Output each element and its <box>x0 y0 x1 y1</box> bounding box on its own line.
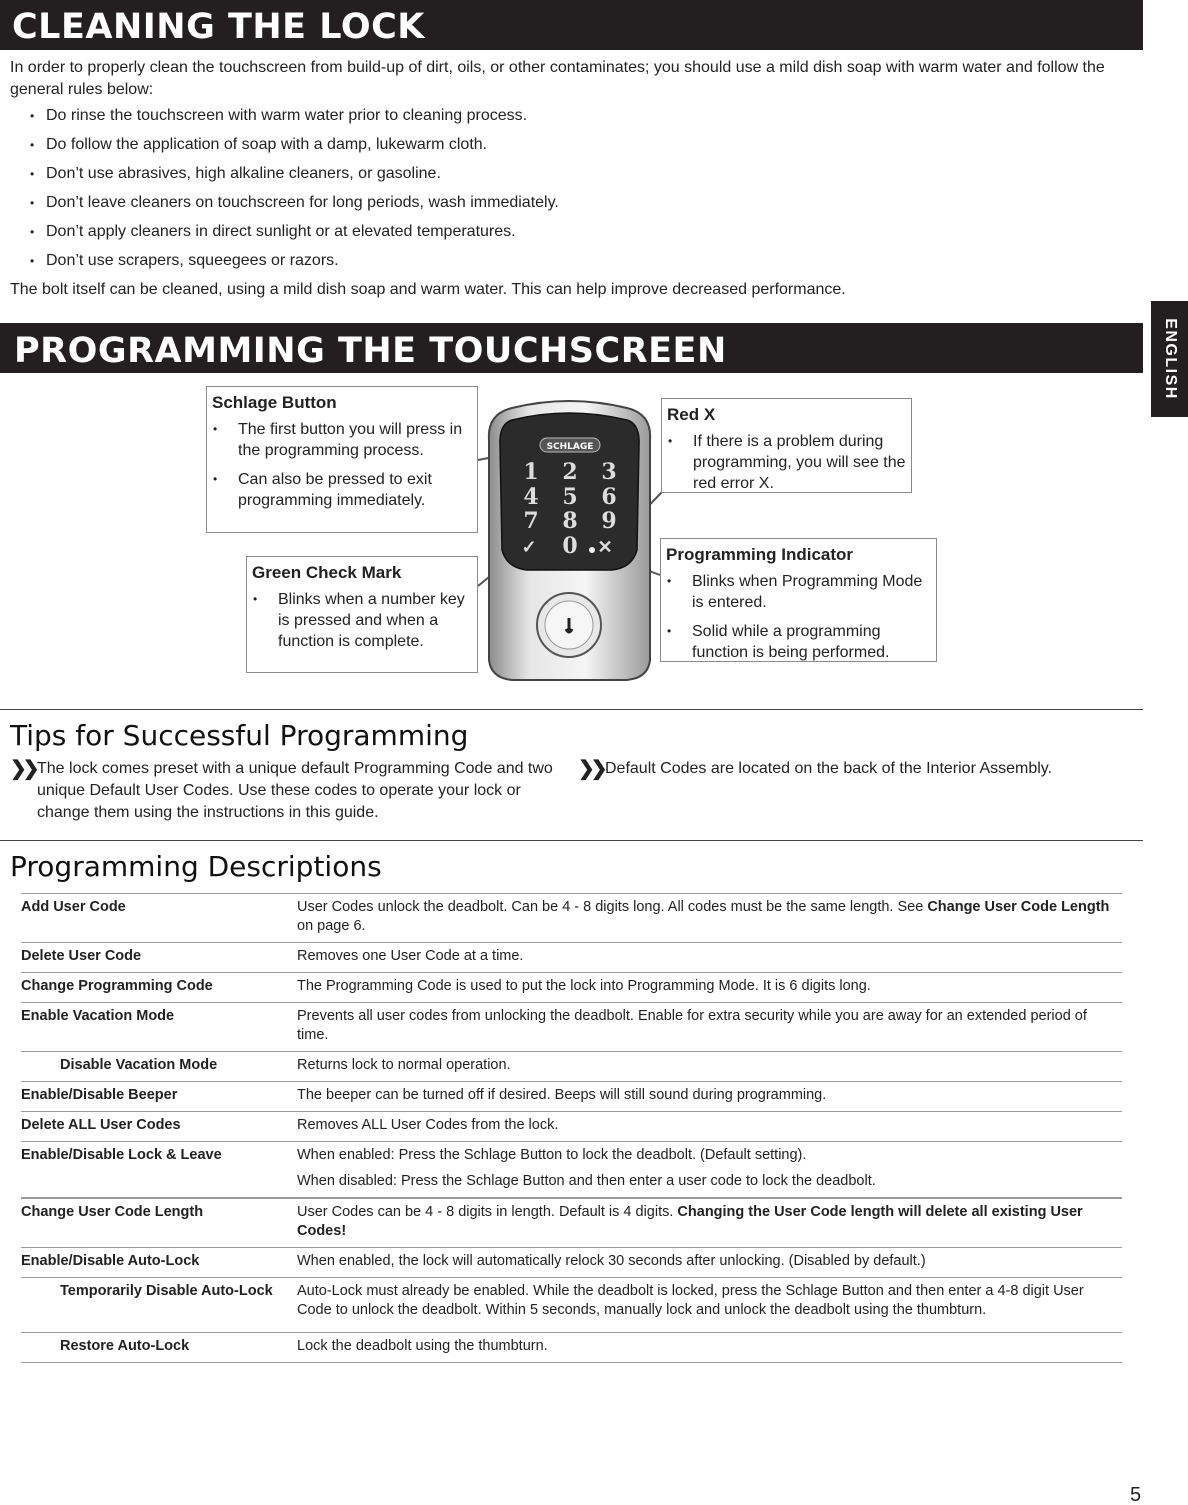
list-item: • If there is a problem during programming, you will see the red error X. <box>662 431 911 494</box>
language-tab-label: ENGLISH <box>1161 318 1179 400</box>
function-description: Removes one User Code at a time. <box>297 943 1122 973</box>
list-item: • Don’t use scrapers, squeegees or razors. <box>30 249 559 278</box>
lock-illustration <box>482 400 657 682</box>
callout-green-check <box>246 556 478 673</box>
function-description: Auto-Lock must already be enabled. While the deadbolt is locked, press the Schlage Button and then enter a 4-8 digit User Code to unlock the deadbolt. Within 5 seconds, manually lock and unlock the deadbolt using the thumbturn. <box>297 1278 1122 1333</box>
bolt-cleaning-note: The bolt itself can be cleaned, using a mild dish soap and warm water. This can help improve decreased performance. <box>10 281 846 298</box>
function-name: Change Programming Code <box>21 973 297 1003</box>
table-row <box>21 1112 1122 1142</box>
list-item: • Blinks when Programming Mode is entered. <box>661 571 936 613</box>
key-9: 9 <box>601 508 617 534</box>
cleaning-heading: CLEANING THE LOCK <box>0 0 1143 50</box>
callout-title: Red X <box>667 405 716 424</box>
cleaning-rules-list <box>30 104 559 278</box>
divider <box>0 709 1143 710</box>
double-chevron-icon: ❯❯ <box>10 758 36 780</box>
schlage-logo: SCHLAGE <box>546 442 594 452</box>
list-item: • Solid while a programming function is being performed. <box>661 621 936 663</box>
key-3: 3 <box>601 459 617 485</box>
key-6: 6 <box>601 484 617 510</box>
function-name: Add User Code <box>21 894 297 943</box>
tip-item <box>578 758 1135 780</box>
list-item: • Blinks when a number key is pressed and when a function is complete. <box>247 589 477 652</box>
tip-text: The lock comes preset with a unique default Programming Code and two unique Default User Codes. Use these codes to operate your lock or change them using the instructions in this guide. <box>37 760 553 821</box>
function-name: Enable/Disable Lock & Leave <box>21 1142 297 1199</box>
tips-heading: Tips for Successful Programming <box>10 719 469 752</box>
table-row <box>21 894 1122 943</box>
list-item: • Don’t use abrasives, high alkaline cleaners, or gasoline. <box>30 162 559 191</box>
list-item: • Don’t leave cleaners on touchscreen for long periods, wash immediately. <box>30 191 559 220</box>
programming-descriptions-table <box>21 893 1122 1363</box>
callout-title: Green Check Mark <box>252 563 402 582</box>
list-item: • Do follow the application of soap with a damp, lukewarm cloth. <box>30 133 559 162</box>
list-item: • Do rinse the touchscreen with warm water prior to cleaning process. <box>30 104 559 133</box>
divider <box>0 840 1143 841</box>
key-2: 2 <box>562 459 578 485</box>
function-description: Lock the deadbolt using the thumbturn. <box>297 1333 1122 1363</box>
table-row <box>21 1248 1122 1278</box>
table-row <box>21 1003 1122 1052</box>
table-row <box>21 1278 1122 1333</box>
function-description: Prevents all user codes from unlocking the deadbolt. Enable for extra security while you are away for an extended period of time. <box>297 1003 1122 1052</box>
function-description: When enabled: Press the Schlage Button to lock the deadbolt. (Default setting). When disabled: Press the Schlage Button and then enter a user code to lock the deadbolt. <box>297 1142 1122 1199</box>
table-row <box>21 943 1122 973</box>
function-description: The beeper can be turned off if desired. Beeps will still sound during programming. <box>297 1082 1122 1112</box>
programming-indicator-dot <box>589 547 595 553</box>
red-x-key: ✕ <box>597 537 613 558</box>
table-row <box>21 1142 1122 1199</box>
language-tab <box>1151 301 1188 417</box>
descriptions-heading: Programming Descriptions <box>10 850 382 883</box>
table-row <box>21 1052 1122 1082</box>
callout-title: Schlage Button <box>212 393 337 412</box>
callout-programming-indicator <box>660 538 937 662</box>
callout-red-x <box>661 398 912 493</box>
key-0: 0 <box>562 533 578 559</box>
table-row <box>21 1082 1122 1112</box>
tip-item <box>10 758 562 824</box>
key-8: 8 <box>562 508 578 534</box>
table-row <box>21 1333 1122 1363</box>
callout-title: Programming Indicator <box>666 545 854 564</box>
key-1: 1 <box>523 459 539 485</box>
tip-text: Default Codes are located on the back of the Interior Assembly. <box>605 760 1053 777</box>
list-item: • Can also be pressed to exit programming immediately. <box>207 469 477 511</box>
list-item: • Don’t apply cleaners in direct sunlight or at elevated temperatures. <box>30 220 559 249</box>
function-name: Temporarily Disable Auto-Lock <box>21 1278 297 1333</box>
green-check-key: ✓ <box>521 537 537 558</box>
function-description: Removes ALL User Codes from the lock. <box>297 1112 1122 1142</box>
function-description: The Programming Code is used to put the lock into Programming Mode. It is 6 digits long. <box>297 973 1122 1003</box>
page-number: 5 <box>1130 1484 1142 1505</box>
function-description: User Codes unlock the deadbolt. Can be 4 - 8 digits long. All codes must be the same length. See Change User Code Length on page 6. <box>297 894 1122 943</box>
function-name: Enable/Disable Auto-Lock <box>21 1248 297 1278</box>
cleaning-intro: In order to properly clean the touchscreen from build-up of dirt, oils, or other contaminates; you should use a mild dish soap with warm water and follow the general rules below: <box>10 59 1105 98</box>
table-row <box>21 1198 1122 1248</box>
function-name: Enable Vacation Mode <box>21 1003 297 1052</box>
programming-heading: PROGRAMMING THE TOUCHSCREEN <box>0 323 1143 373</box>
function-description: Returns lock to normal operation. <box>297 1052 1122 1082</box>
function-name: Delete User Code <box>21 943 297 973</box>
function-description: When enabled, the lock will automatically relock 30 seconds after unlocking. (Disabled by default.) <box>297 1248 1122 1278</box>
list-item: • The first button you will press in the programming process. <box>207 419 477 461</box>
function-name: Disable Vacation Mode <box>21 1052 297 1082</box>
function-name: Enable/Disable Beeper <box>21 1082 297 1112</box>
function-description: User Codes can be 4 - 8 digits in length. Default is 4 digits. Changing the User Code length will delete all existing User Codes! <box>297 1198 1122 1248</box>
table-row <box>21 973 1122 1003</box>
key-4: 4 <box>523 484 539 510</box>
key-7: 7 <box>523 508 539 534</box>
double-chevron-icon: ❯❯ <box>578 758 604 780</box>
callout-schlage-button <box>206 386 478 533</box>
key-5: 5 <box>562 484 578 510</box>
function-name: Change User Code Length <box>21 1198 297 1248</box>
function-name: Delete ALL User Codes <box>21 1112 297 1142</box>
function-name: Restore Auto-Lock <box>21 1333 297 1363</box>
